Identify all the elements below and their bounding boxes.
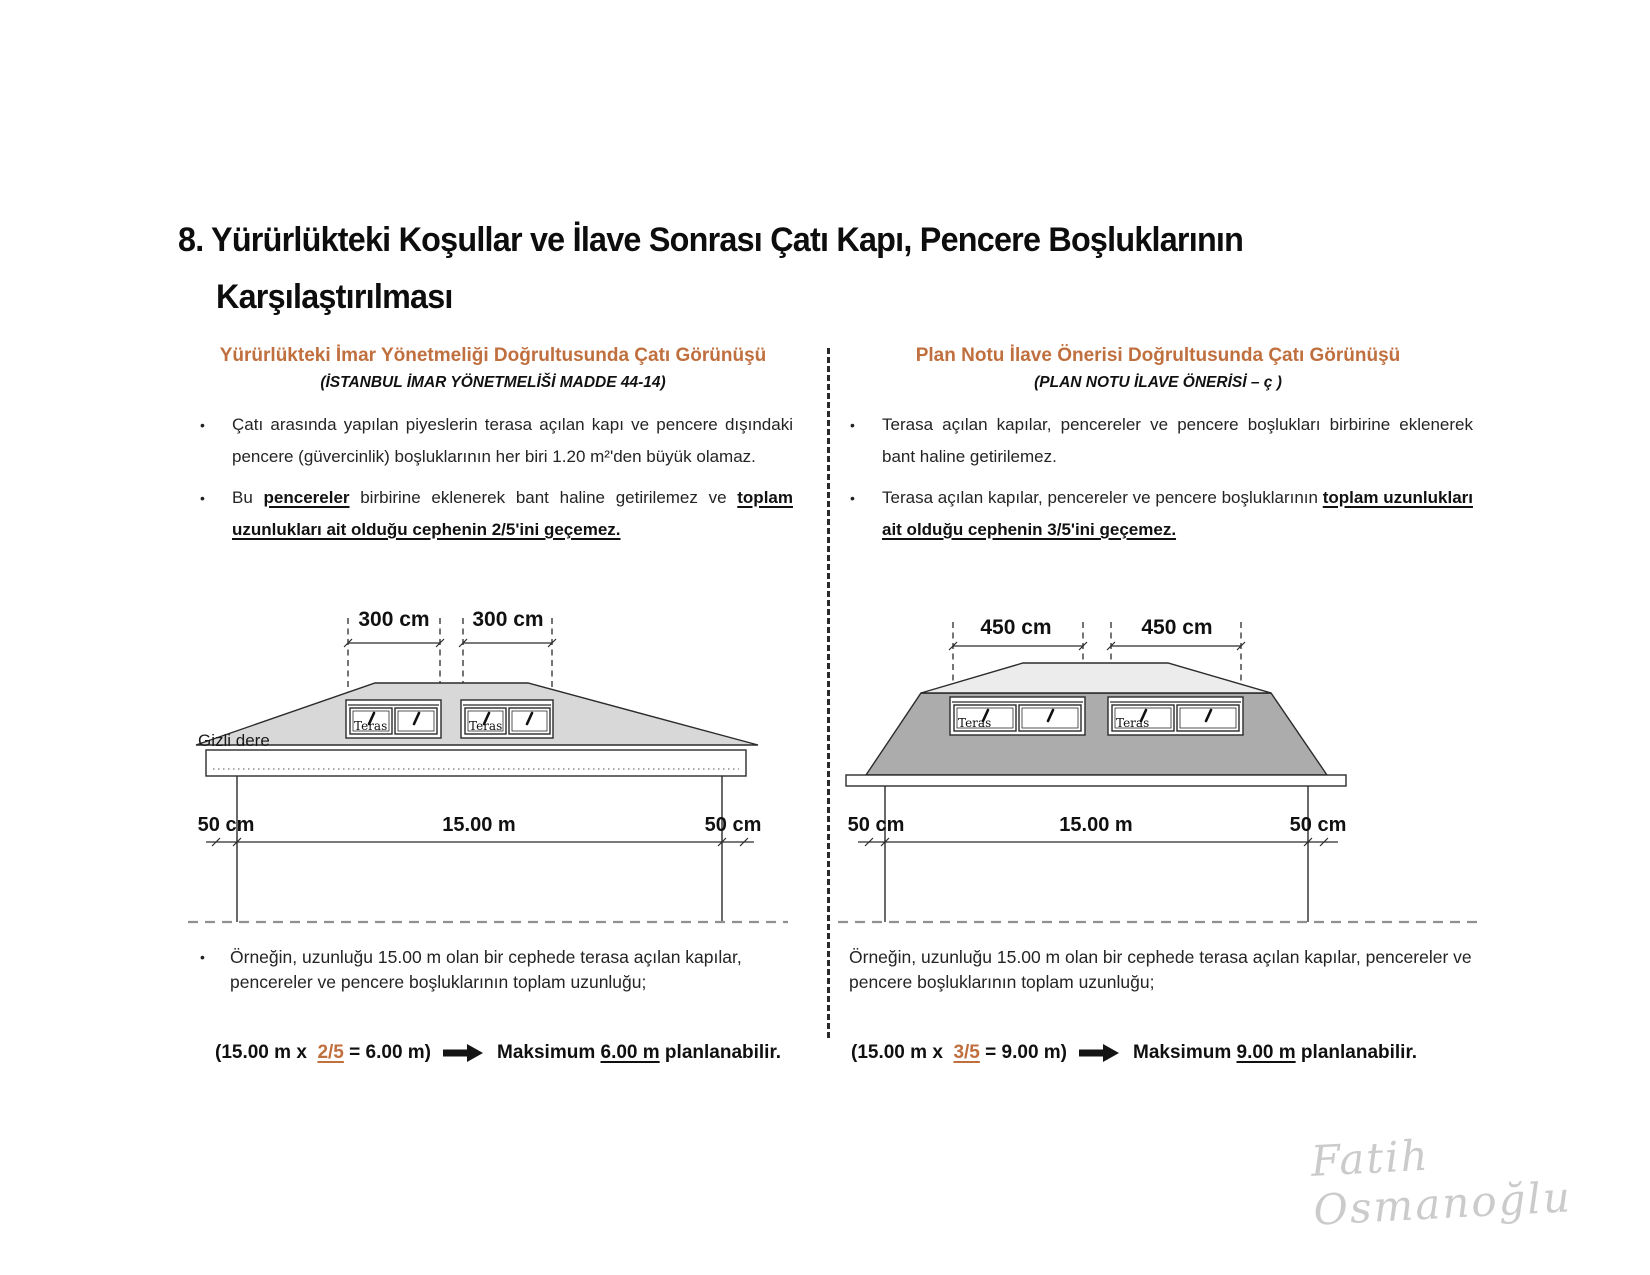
- teras-label: Teras: [1116, 716, 1150, 730]
- column-divider-dashed-line: [827, 348, 830, 1038]
- dim-label-450cm: 450 cm: [980, 616, 1052, 639]
- list-item: [193, 409, 793, 473]
- roof-surface-dark: [866, 693, 1327, 775]
- right-subheading: (PLAN NOTU İLAVE ÖNERİSİ – ç ): [1034, 374, 1282, 391]
- bullet-icon: •: [200, 949, 205, 965]
- teras-label: Teras: [354, 719, 388, 733]
- bullet-2-segment: Terasa açılan kapılar, pencereler ve pencere boşluklarının: [882, 488, 1323, 507]
- formula-close: = 9.00 m): [979, 1042, 1068, 1063]
- left-example: [193, 945, 793, 994]
- facade-walls: [237, 776, 722, 922]
- formula-max-label: Maksimum: [497, 1042, 601, 1063]
- fascia-band: [846, 775, 1346, 786]
- teras-label: Teras: [469, 719, 503, 733]
- formula-fraction: 3/5: [953, 1042, 980, 1063]
- list-item: [193, 482, 793, 546]
- roof-top-plane: [921, 663, 1271, 693]
- dim-label-15m: 15.00 m: [1059, 814, 1133, 836]
- bullet-2-highlight: pencereler: [263, 488, 350, 507]
- bullet-2-highlight: toplam uzunlukları ait olduğu cephenin 2/5'ini geçemez.: [232, 488, 793, 539]
- right-bullet-list: [843, 409, 1473, 555]
- left-roof-elevation-diagram: [188, 588, 788, 948]
- bullet-2-segment: birbirine eklenerek bant haline getirilemez ve: [349, 488, 738, 507]
- left-bullet-1: Çatı arasında yapılan piyeslerin terasa açılan kapı ve pencere dışındaki pencere (güvercinlik) boşluklarının her biri 1.20 m²'den büyük olamaz.: [232, 415, 793, 466]
- dim-label-300cm: 300 cm: [358, 608, 430, 631]
- gizli-dere-label: Gizli dere: [198, 731, 270, 750]
- right-roof-elevation-diagram: [838, 588, 1478, 948]
- left-bullet-list: [193, 409, 793, 555]
- left-heading: Yürürlükteki İmar Yönetmeliği Doğrultusunda Çatı Görünüşü: [219, 345, 767, 366]
- page-title-line2: Karşılaştırılması: [216, 278, 453, 316]
- author-signature: Fatih Osmanoğlu: [1309, 1130, 1574, 1235]
- left-example-text: Örneğin, uzunluğu 15.00 m olan bir cephede terasa açılan kapılar, pencereler ve pencere boşluklarının toplam uzunluğu;: [230, 947, 742, 992]
- formula-fraction: 2/5: [317, 1042, 344, 1063]
- right-example-text: Örneğin, uzunluğu 15.00 m olan bir cephede terasa açılan kapılar, pencereler ve pencere boşluklarının toplam uzunluğu;: [849, 947, 1472, 992]
- formula-tail: planlanabilir.: [659, 1042, 782, 1063]
- left-subheading: (İSTANBUL İMAR YÖNETMELİŠİ MADDE 44-14): [320, 374, 666, 391]
- dim-label-300cm: 300 cm: [472, 608, 544, 631]
- left-bullet-2: [232, 482, 793, 546]
- right-arrow-icon: [1079, 1044, 1121, 1062]
- dim-label-50cm: 50 cm: [1289, 814, 1347, 836]
- bullet-icon: •: [850, 417, 855, 433]
- list-item: [843, 409, 1473, 473]
- dim-label-15m: 15.00 m: [442, 814, 516, 836]
- formula-open: (15.00 m x: [851, 1042, 954, 1063]
- formula-max-value: 9.00 m: [1236, 1042, 1296, 1063]
- page-title-line1: 8. Yürürlükteki Koşullar ve İlave Sonrası Çatı Kapı, Pencere Boşluklarının: [178, 221, 1244, 259]
- formula-open: (15.00 m x: [215, 1042, 318, 1063]
- right-column-plan-note-proposal: [843, 345, 1473, 1065]
- right-arrow-icon: [443, 1044, 485, 1062]
- bullet-2-highlight: toplam uzunlukları ait olduğu cephenin 3/5'ini geçemez.: [882, 488, 1473, 539]
- dim-label-50cm: 50 cm: [197, 814, 255, 836]
- formula-close: = 6.00 m): [343, 1042, 432, 1063]
- teras-label: Teras: [958, 716, 992, 730]
- formula-max-value: 6.00 m: [600, 1042, 660, 1063]
- bullet-2-segment: Bu: [232, 488, 264, 507]
- parapet-band: [206, 750, 746, 776]
- right-bullet-1: Terasa açılan kapılar, pencereler ve pencere boşlukları birbirine eklenerek bant haline getirilemez.: [882, 415, 1473, 466]
- left-formula: [215, 1042, 781, 1064]
- facade-walls: [885, 786, 1308, 922]
- dim-label-50cm: 50 cm: [847, 814, 905, 836]
- dim-label-450cm: 450 cm: [1141, 616, 1213, 639]
- left-column-current-regulation: [193, 345, 793, 1065]
- bullet-icon: •: [200, 417, 205, 433]
- page-title: [178, 212, 1243, 326]
- bullet-icon: •: [850, 490, 855, 506]
- right-example: [843, 945, 1473, 994]
- bullet-icon: •: [200, 490, 205, 506]
- dim-label-50cm: 50 cm: [704, 814, 762, 836]
- right-heading: Plan Notu İlave Önerisi Doğrultusunda Çatı Görünüşü: [915, 345, 1401, 366]
- right-formula: [851, 1042, 1417, 1064]
- formula-tail: planlanabilir.: [1295, 1042, 1418, 1063]
- formula-max-label: Maksimum: [1133, 1042, 1237, 1063]
- list-item: [843, 482, 1473, 546]
- right-bullet-2: [882, 482, 1473, 546]
